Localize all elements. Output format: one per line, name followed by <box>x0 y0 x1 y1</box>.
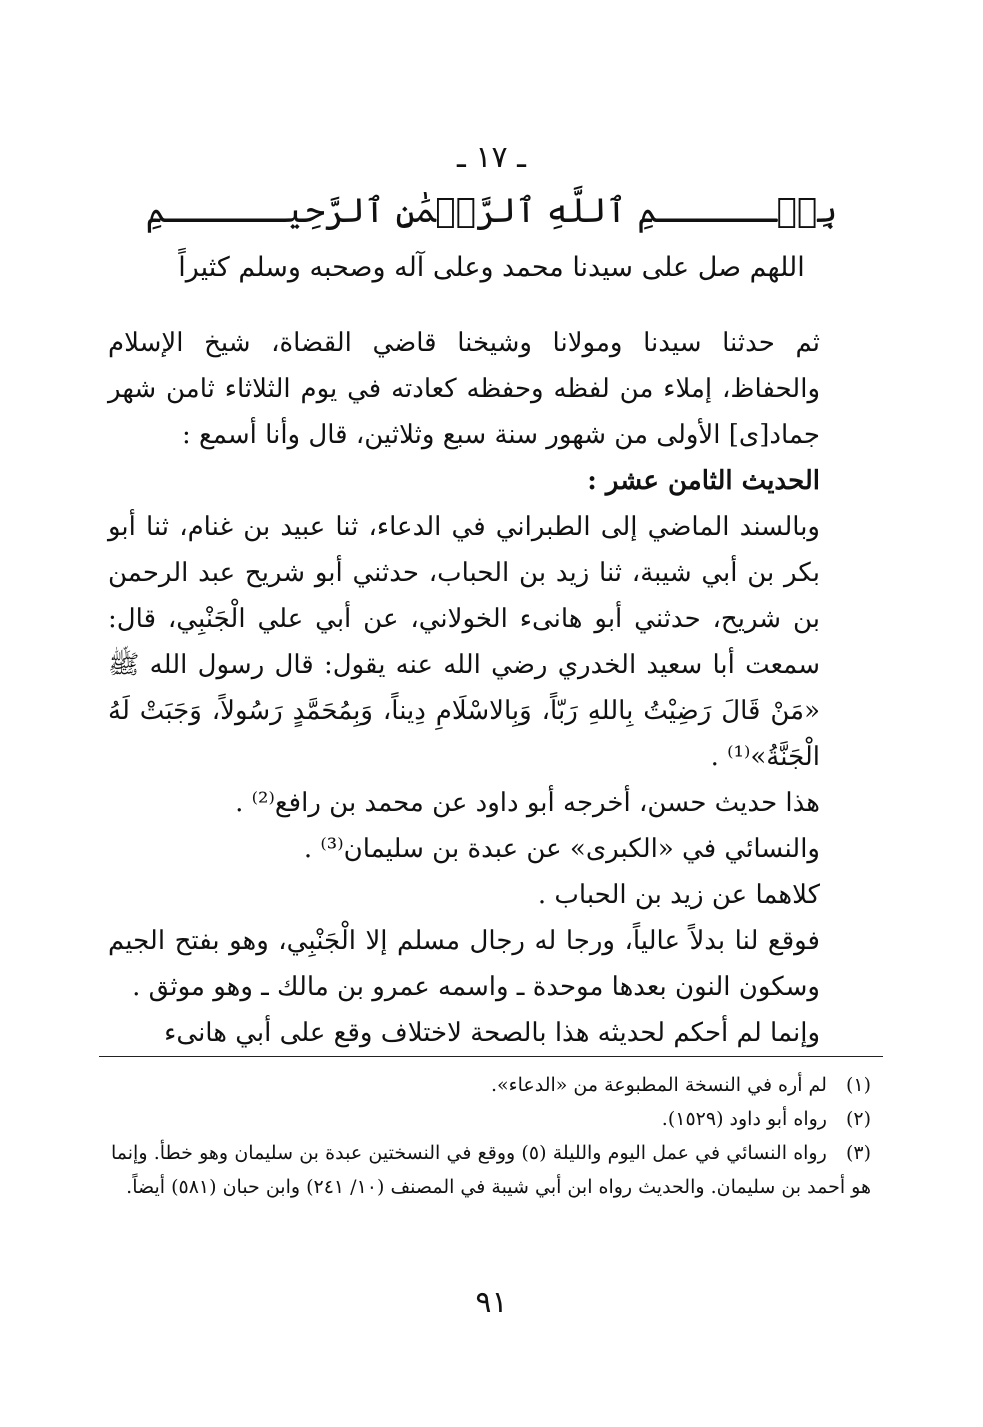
badal-paragraph: فوقع لنا بدلاً عالياً، ورجا له رجال مسلم إلا الْجَنْبِي، وهو بفتح الجيم وسكون النون بعدها موحدة ـ واسمه عمرو بن مالك ـ وهو موثق . <box>108 926 820 1002</box>
nasai-paragraph: والنسائي في «الكبرى» عن عبدة بن سليمان⁽³⁾ . <box>303 834 820 864</box>
footnote-divider <box>99 1056 883 1057</box>
footnote-text: لم أره في النسخة المطبوعة من «الدعاء». <box>491 1074 827 1096</box>
footnote-text: رواه أبو داود (١٥٢٩). <box>661 1108 827 1130</box>
both-paragraph: كلاهما عن زيد بن الحباب . <box>537 880 820 910</box>
footnotes <box>111 1068 871 1204</box>
hadith-title: الحديث الثامن عشر : <box>587 466 820 496</box>
main-text <box>108 320 820 1056</box>
page-number: ٩١ <box>475 1285 508 1320</box>
basmala: بِسۡــــــمِ ٱللَّهِ ٱلرَّحۡمَٰنِ ٱلرَّحِيــــــمِ <box>145 191 838 231</box>
isnad-paragraph: وبالسند الماضي إلى الطبراني في الدعاء، ثنا عبيد بن غنام، ثنا أبو بكر بن أبي شيبة، ثنا زيد بن الحباب، حدثني أبو شريح عبد الرحمن بن شريح، حدثني أبو هانىء الخولاني، عن أبي علي الْجَنْبِي، قال: سمعت أبا سعيد الخدري رضي الله عنه يقول: قال رسول الله ﷺ «مَنْ قَالَ رَضِيْتُ بِاللهِ رَبّاً، وَبِالاسْلَامِ دِيناً، وَبِمُحَمَّدٍ رَسُولاً، وَجَبَتْ لَهُ الْجَنَّةُ»⁽¹⁾ . <box>108 512 820 772</box>
blessing-line: اللهم صل على سيدنا محمد وعلى آله وصحبه وسلم كثيراً <box>178 252 805 283</box>
footnote-2 <box>111 1102 871 1136</box>
grading-paragraph: هذا حديث حسن، أخرجه أبو داود عن محمد بن رافع⁽²⁾ . <box>235 788 820 818</box>
intro-paragraph: ثم حدثنا سيدنا ومولانا وشيخنا قاضي القضاة، شيخ الإسلام والحفاظ، إملاء من لفظه وحفظه كعادته في يوم الثلاثاء ثامن شهر جماد[ى] الأولى من شهور سنة سبع وثلاثين، قال وأنا أسمع : <box>108 328 820 450</box>
footnote-number: (١) <box>845 1074 871 1096</box>
closing-paragraph: وإنما لم أحكم لحديثه هذا بالصحة لاختلاف وقع على أبي هانىء <box>164 1018 820 1048</box>
footnote-3 <box>111 1136 871 1204</box>
section-number: ـ ١٧ ـ <box>457 140 526 175</box>
footnote-number: (٣) <box>845 1142 871 1164</box>
footnote-number: (٢) <box>845 1108 871 1130</box>
footnote-1 <box>111 1068 871 1102</box>
footnote-text: رواه النسائي في عمل اليوم والليلة (٥) ووقع في النسختين عبدة بن سليمان وهو خطأ. وإنما هو أحمد بن سليمان. والحديث رواه ابن أبي شيبة في المصنف (١٠/ ٢٤١) وابن حبان (٥٨١) أيضاً. <box>111 1142 871 1198</box>
